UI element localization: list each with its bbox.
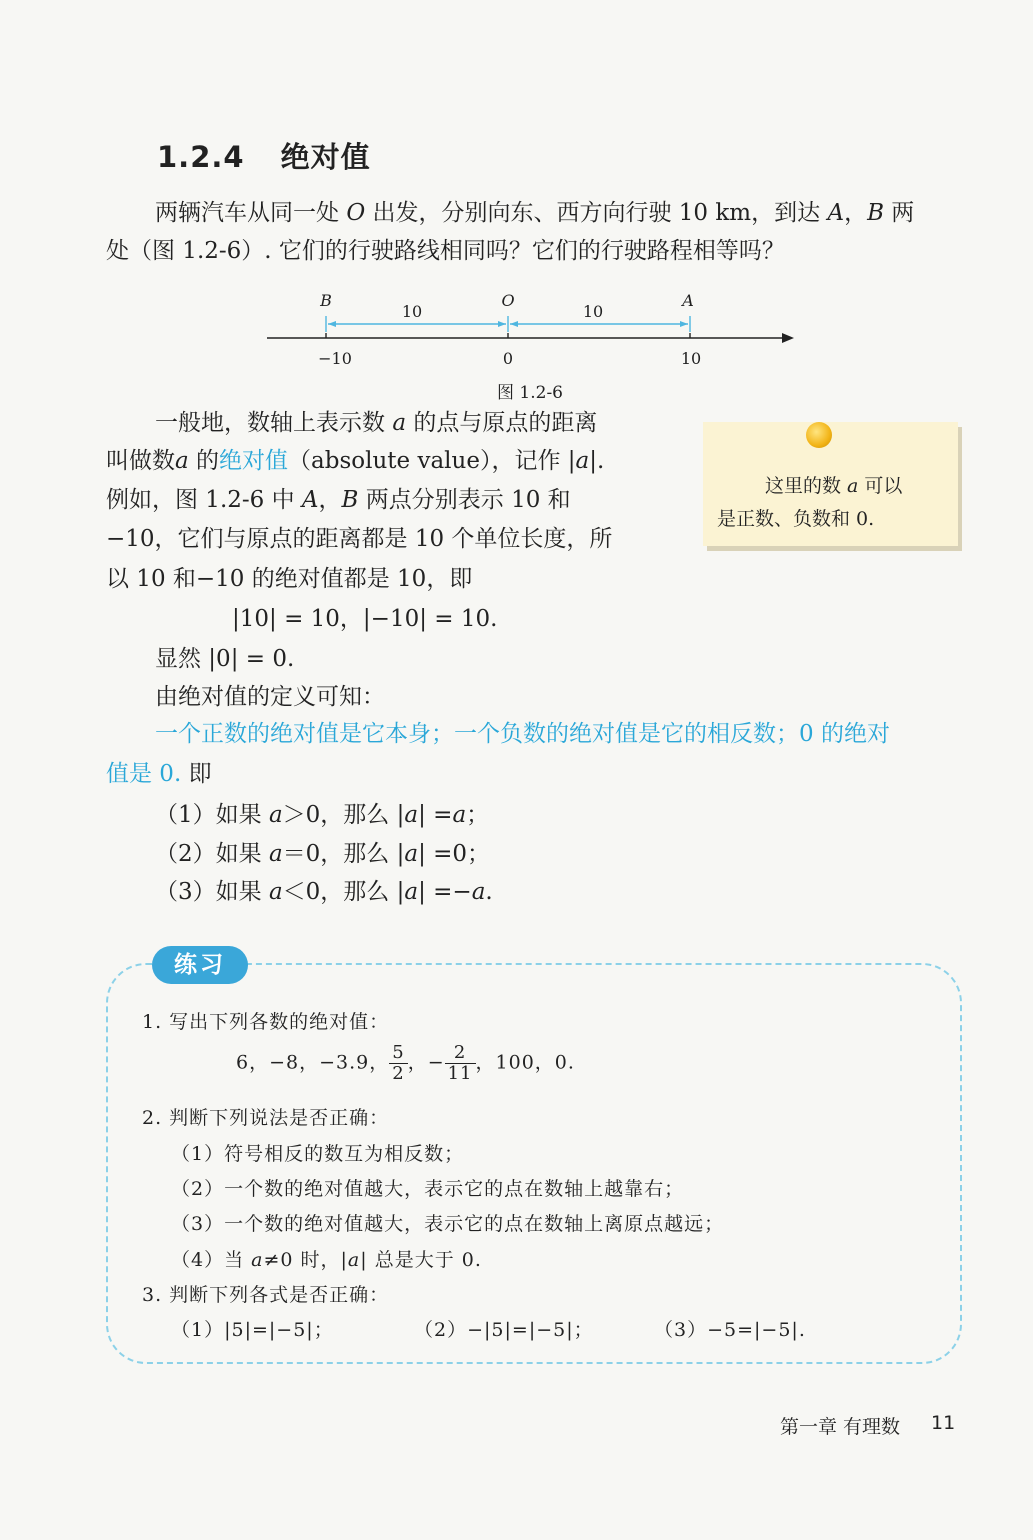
- case-text: | =0；: [418, 841, 491, 867]
- rule-text: 即: [181, 761, 212, 787]
- def-text: |.: [589, 448, 605, 474]
- case-text: （1）如果: [155, 802, 269, 828]
- item-text: （4）当: [171, 1249, 252, 1271]
- var-a: a: [392, 410, 407, 436]
- section-title: [157, 135, 371, 176]
- numbers-text: ，100，0.: [475, 1051, 575, 1074]
- dim-arrow: [680, 321, 688, 327]
- question-2: 2. 判断下列说法是否正确：: [142, 1107, 390, 1129]
- case-text: ＞0，那么 |: [282, 802, 405, 828]
- dim-arrow: [328, 321, 336, 327]
- label-a: A: [682, 291, 694, 310]
- var-a: a: [404, 879, 419, 905]
- def-text: 的点与原点的距离: [406, 410, 598, 436]
- def-text: （absolute value），记作 |: [288, 448, 576, 474]
- definition-line-4: −10，它们与原点的距离都是 10 个单位长度，所: [106, 526, 613, 552]
- intro-text: 两: [883, 200, 915, 226]
- def-text: 两点分别表示 10 和: [358, 487, 571, 513]
- intro-text: 出发，分别向东、西方向行驶 10 km，到达: [365, 200, 828, 226]
- var-a: a: [404, 802, 419, 828]
- var-a: a: [268, 841, 283, 867]
- var-a: a: [268, 879, 283, 905]
- var-a: a: [452, 802, 467, 828]
- question-3: 3. 判断下列各式是否正确：: [142, 1284, 390, 1306]
- chapter-footer: 第一章 有理数: [780, 1416, 901, 1438]
- numbers-text: ，−: [407, 1051, 445, 1074]
- question-3-item-3: （3）−5=|−5|.: [654, 1319, 806, 1341]
- def-text: 的: [188, 448, 220, 474]
- var-a: a: [847, 475, 859, 497]
- question-2-item-1: （1）符号相反的数互为相反数；: [171, 1143, 465, 1165]
- rule-line-2: [106, 755, 212, 793]
- numerator: 2: [445, 1043, 476, 1064]
- numerator: 5: [389, 1043, 407, 1064]
- var-a: a: [471, 879, 486, 905]
- rule-text: 值是 0.: [106, 761, 182, 787]
- def-text: 叫做数: [106, 448, 175, 474]
- question-3-item-1: （1）|5|=|−5|；: [171, 1319, 334, 1341]
- question-1-numbers: [236, 1043, 575, 1084]
- point-o: O: [346, 200, 366, 226]
- def-text: 例如，图 1.2-6 中: [106, 487, 302, 513]
- question-3-item-2: （2）−|5|=|−5|；: [414, 1319, 594, 1341]
- case-text: （3）如果: [155, 879, 269, 905]
- dim-arrow: [510, 321, 518, 327]
- denominator: 11: [447, 1063, 473, 1084]
- case-text: ＝0，那么 |: [282, 841, 405, 867]
- question-2-item-3: （3）一个数的绝对值越大，表示它的点在数轴上离原点越远；: [171, 1213, 725, 1235]
- case-text: .: [485, 879, 493, 905]
- section-number: 1.2.4: [157, 140, 245, 174]
- denominator: 2: [392, 1063, 405, 1084]
- var-a: a: [404, 841, 419, 867]
- case-text: ＜0，那么 |: [282, 879, 405, 905]
- rule-line-1: 一个正数的绝对值是它本身；一个负数的绝对值是它的相反数；0 的绝对: [155, 721, 890, 747]
- case-text: | =−: [418, 879, 472, 905]
- question-2-item-4: [171, 1245, 482, 1275]
- definition-line-2: [106, 442, 604, 480]
- var-a: a: [268, 802, 283, 828]
- label-b: B: [320, 291, 332, 310]
- section-name: 绝对值: [280, 140, 371, 174]
- case-text: ；: [466, 802, 490, 828]
- intro-text: ，: [844, 200, 868, 226]
- var-a: a: [347, 1249, 361, 1271]
- point-b: B: [867, 200, 884, 226]
- var-a: a: [175, 448, 189, 474]
- equation: |10| = 10，|−10| = 10.: [232, 606, 498, 632]
- var-a: a: [575, 448, 590, 474]
- figure-caption: 图 1.2-6: [497, 383, 563, 403]
- note-line-2: 是正数、负数和 0.: [717, 508, 875, 530]
- page-number: 11: [931, 1412, 956, 1434]
- note-text: 可以: [858, 475, 903, 497]
- point-a: A: [827, 200, 845, 226]
- case-text: | =: [418, 802, 453, 828]
- definition-line-1: [155, 404, 597, 442]
- question-2-item-2: （2）一个数的绝对值越大，表示它的点在数轴上越靠右；: [171, 1178, 685, 1200]
- pin-icon: [806, 422, 832, 448]
- segment-length-right: 10: [582, 302, 604, 321]
- item-text: | 总是大于 0.: [360, 1249, 482, 1271]
- def-text: ，: [318, 487, 342, 513]
- def-text: 一般地，数轴上表示数: [155, 410, 393, 436]
- zero-abs: 显然 |0| = 0.: [155, 646, 295, 672]
- definition-line-3: [106, 481, 571, 519]
- case-2: [155, 835, 490, 873]
- note-line-1: [765, 470, 902, 503]
- dim-arrow: [498, 321, 506, 327]
- definition-line-5: 以 10 和−10 的绝对值都是 10，即: [106, 566, 473, 592]
- segment-length-left: 10: [401, 302, 423, 321]
- fraction-2-11: [445, 1043, 476, 1084]
- item-text: ≠0 时，|: [263, 1249, 348, 1271]
- term-absolute-value: 绝对值: [219, 448, 289, 474]
- point-a: A: [301, 487, 319, 513]
- question-1: 1. 写出下列各数的绝对值：: [142, 1011, 390, 1033]
- point-b: B: [341, 487, 359, 513]
- axis-arrow: [782, 333, 794, 343]
- case-text: （2）如果: [155, 841, 269, 867]
- definition-conclusion: 由绝对值的定义可知：: [155, 684, 385, 710]
- intro-line-1: [155, 194, 914, 232]
- value-a: 10: [680, 349, 702, 368]
- value-o: 0: [502, 349, 514, 368]
- var-a: a: [251, 1249, 264, 1271]
- case-3: [155, 873, 493, 911]
- label-o: O: [501, 291, 515, 310]
- intro-text: 两辆汽车从同一处: [155, 200, 347, 226]
- intro-line-2: 处（图 1.2-6）. 它们的行驶路线相同吗？它们的行驶路程相等吗？: [106, 238, 785, 264]
- case-1: [155, 796, 489, 834]
- numbers-text: 6，−8，−3.9，: [236, 1051, 390, 1074]
- note-text: 这里的数: [765, 475, 848, 497]
- exercise-label: 练习: [152, 946, 248, 984]
- fraction-5-2: [389, 1043, 407, 1084]
- value-b: −10: [318, 349, 352, 368]
